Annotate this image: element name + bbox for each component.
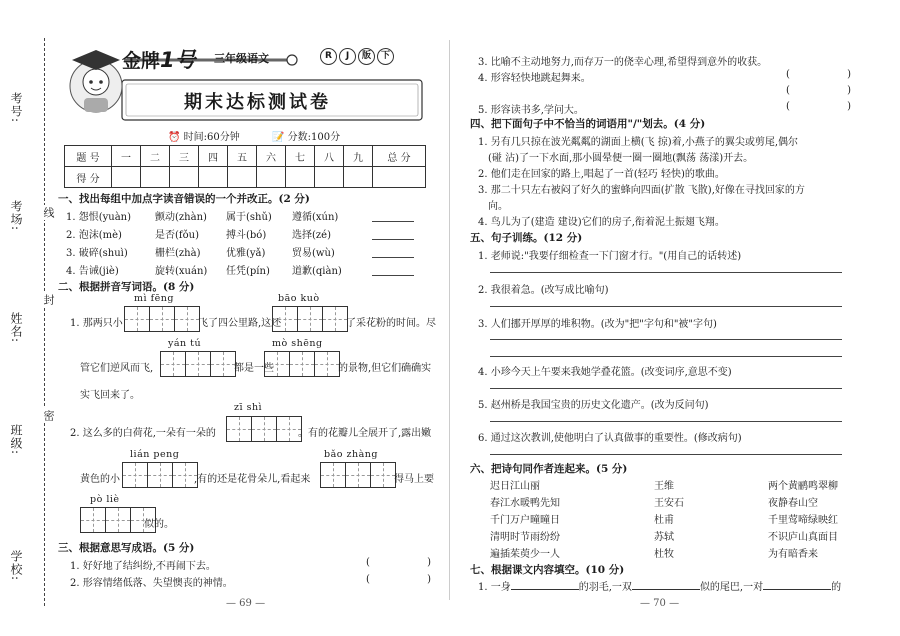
edition-badge: J — [339, 48, 356, 65]
poem-line[interactable]: 遍插茱萸少一人 — [490, 549, 560, 560]
s5-answer-line[interactable] — [490, 421, 842, 422]
exam-room-label: 考场: — [9, 200, 23, 232]
s4-line: 4. 鸟儿为了(建造 建设)它们的房子,衔着泥土振翅飞翔。 — [478, 217, 725, 228]
writing-grid-yantu[interactable] — [160, 351, 236, 377]
s5-answer-line[interactable] — [490, 356, 842, 357]
s2-text: 似的。 — [144, 519, 174, 530]
s1-item: 选择(zé) — [292, 230, 331, 241]
poet-name[interactable]: 王维 — [654, 481, 674, 492]
poem-line[interactable]: 迟日江山丽 — [490, 481, 540, 492]
answer-parens[interactable]: ( ) — [366, 557, 432, 568]
section-4-title: 四、把下面句子中不恰当的词语用"/"划去。(4 分) — [470, 118, 706, 130]
s5-item: 3. 人们挪开厚厚的堆积物。(改为"把"字句和"被"字句) — [478, 319, 717, 330]
fill-blank[interactable] — [632, 589, 700, 590]
score-table — [64, 145, 426, 188]
s7-text: 似的尾巴,一对 — [699, 582, 764, 593]
answer-parens[interactable]: ( ) — [786, 69, 852, 80]
pinyin-mifeng: mì fēng — [134, 293, 174, 304]
poem-line[interactable]: 夜静春山空 — [768, 498, 818, 509]
writing-grid-moshang[interactable] — [264, 351, 340, 377]
score-input-cell[interactable] — [141, 167, 170, 188]
score-input-cell[interactable] — [199, 167, 228, 188]
s1-item: 遵循(xún) — [292, 212, 339, 223]
score-input-cell[interactable] — [228, 167, 257, 188]
score-input-cell[interactable] — [170, 167, 199, 188]
poem-line[interactable]: 千里莺啼绿映红 — [768, 515, 838, 526]
time-info — [168, 128, 240, 143]
edition-badge: R — [320, 48, 337, 65]
s4-line: 向。 — [488, 201, 508, 212]
exam-title: 期末达标测试卷 — [184, 92, 331, 113]
s5-answer-line[interactable] — [490, 272, 842, 273]
s2-text: 的景物,但它们确确实 — [338, 363, 432, 374]
s2-text: 。有的花瓣儿全展开了,露出嫩 — [298, 428, 432, 439]
class-label: 班级: — [9, 424, 23, 456]
s1-answer-line[interactable] — [372, 275, 414, 276]
s7-text: 1. 一身 — [478, 582, 511, 593]
score-header-cell: 一 — [112, 146, 141, 167]
s1-item: 是否(fǒu) — [155, 230, 199, 241]
poet-name[interactable]: 苏轼 — [654, 532, 674, 543]
poem-line[interactable]: 为有暗香来 — [768, 549, 818, 560]
s5-answer-line[interactable] — [490, 454, 842, 455]
writing-grid-baozhang[interactable] — [320, 462, 396, 488]
poet-name[interactable]: 杜甫 — [654, 515, 674, 526]
score-header-cell: 六 — [257, 146, 286, 167]
s2-text: 2. 这么多的白荷花,一朵有一朵的 — [70, 428, 216, 439]
section-5-title: 五、句子训练。(12 分) — [470, 232, 583, 244]
s2-text: 管它们逆风而飞, — [80, 363, 154, 374]
school-label: 学校: — [9, 550, 23, 582]
s7-text: 的羽毛,一双 — [578, 582, 632, 593]
score-table-score-row — [65, 167, 426, 188]
score-input-cell[interactable] — [286, 167, 315, 188]
section-2-title: 二、根据拼音写词语。(8 分) — [58, 281, 195, 293]
s2-text: 1. 那两只小 — [70, 318, 123, 329]
score-header-cell: 三 — [170, 146, 199, 167]
writing-grid-lianpeng[interactable] — [122, 462, 198, 488]
s1-item: 旋转(xuán) — [155, 266, 208, 277]
page-number-right: — 70 — — [640, 598, 680, 609]
page-divider — [449, 40, 450, 600]
answer-parens[interactable]: ( ) — [366, 574, 432, 585]
s5-answer-line[interactable] — [490, 339, 842, 340]
score-input-cell[interactable] — [373, 167, 426, 188]
score-header-cell: 八 — [315, 146, 344, 167]
s5-item: 5. 赵州桥是我国宝贵的历史文化遗产。(改为反问句) — [478, 400, 709, 411]
s5-item: 6. 通过这次教训,使他明白了认真做事的重要性。(修改病句) — [478, 433, 742, 444]
page-number-left: — 69 — — [226, 598, 266, 609]
s2-text: 实飞回来了。 — [80, 390, 140, 401]
s1-item: 任凭(pín) — [226, 266, 270, 277]
binding-strip — [0, 0, 58, 636]
memo-icon: 📝 — [272, 132, 285, 143]
time-label: 时间:60分钟 — [183, 132, 240, 143]
s1-item: 道歉(qiàn) — [292, 266, 342, 277]
pinyin-moshang: mò shēng — [272, 338, 323, 349]
seal-line-char: 线 — [42, 207, 55, 218]
brand-title: 金牌1号 — [122, 48, 196, 72]
s2-text: 得马上要 — [394, 474, 434, 485]
writing-grid-mifeng[interactable] — [124, 306, 200, 332]
seal-mi-char: 密 — [42, 410, 55, 421]
score-input-cell[interactable] — [344, 167, 373, 188]
s2-text: 都是一些 — [234, 363, 274, 374]
mascot-girl-icon — [70, 50, 122, 112]
s1-item: 栅栏(zhà) — [155, 248, 201, 259]
s7-text: 的 — [831, 582, 842, 593]
seal-feng-char: 封 — [42, 294, 55, 305]
score-header-cell: 九 — [344, 146, 373, 167]
s5-answer-line[interactable] — [490, 306, 842, 307]
answer-parens[interactable]: ( ) — [786, 101, 852, 112]
writing-grid-zishi[interactable] — [226, 416, 302, 442]
s1-answer-line[interactable] — [372, 221, 414, 222]
score-header-cell: 二 — [141, 146, 170, 167]
s2-text: ,有的还是花骨朵儿,看起来 — [194, 474, 311, 485]
s4-line: 3. 那二十只左右被闷了好久的蜜蜂向四面(扩散 飞散),好像在寻找回家的方 — [478, 185, 805, 196]
s4-line: (碰 沾)了一下水面,那小圆晕便一圈一圈地(飘荡 荡漾)开去。 — [488, 153, 754, 164]
s4-line: 2. 他们走在回家的路上,唱起了一首(轻巧 轻快)的歌曲。 — [478, 169, 725, 180]
s1-item: 4. 告诫(jiè) — [66, 266, 119, 277]
poem-line[interactable]: 千门万户曈曈日 — [490, 515, 560, 526]
s1-item: 优雅(yǎ) — [226, 248, 266, 259]
header-banner — [64, 38, 426, 124]
s5-item: 4. 小珍今天上午要来我她学叠花篮。(改变词序,意思不变) — [478, 367, 732, 378]
s1-item: 颤动(zhàn) — [155, 212, 207, 223]
s5-answer-line[interactable] — [490, 388, 842, 389]
score-header-cell: 题 号 — [65, 146, 112, 167]
s5-item: 1. 老师说:"我要仔细检查一下门窗才行。"(用自己的话转述) — [478, 251, 742, 262]
grade-label: 三年级语文 — [214, 52, 269, 65]
poet-name[interactable]: 杜牧 — [654, 549, 674, 560]
poem-line[interactable]: 清明时节雨纷纷 — [490, 532, 560, 543]
section-7-title: 七、根据课文内容填空。(10 分) — [470, 564, 625, 576]
s1-answer-line[interactable] — [372, 257, 414, 258]
name-label: 姓名: — [9, 312, 23, 344]
s1-item: 属于(shǔ) — [226, 212, 272, 223]
score-table-header-row — [65, 146, 426, 167]
section-3-title: 三、根据意思写成语。(5 分) — [58, 542, 195, 554]
s2-text: 飞了四公里路,这还 — [198, 318, 282, 329]
s3-item: 5. 形容读书多,学问大。 — [478, 105, 584, 116]
poem-line[interactable]: 春江水暖鸭先知 — [490, 498, 560, 509]
score-input-cell[interactable] — [257, 167, 286, 188]
s1-item: 1. 怨恨(yuàn) — [66, 212, 132, 223]
exam-no-label: 考号: — [9, 92, 23, 124]
seal-dashed-line — [44, 38, 45, 606]
s5-item: 2. 我很着急。(改写成比喻句) — [478, 285, 609, 296]
section-6-title: 六、把诗句同作者连起来。(5 分) — [470, 463, 628, 475]
s2-text: 黄色的小 — [80, 474, 120, 485]
pinyin-baozhang: bǎo zhàng — [324, 449, 378, 460]
s3-item: 1. 好好地了结纠纷,不再闹下去。 — [70, 561, 216, 572]
s1-item: 2. 泡沫(mè) — [66, 230, 122, 241]
score-header-cell: 五 — [228, 146, 257, 167]
s3-item: 3. 比喻不主动地努力,而存万一的侥幸心理,希望得到意外的收获。 — [478, 57, 768, 68]
score-input-cell[interactable] — [315, 167, 344, 188]
score-total-label: 分数:100分 — [287, 132, 341, 143]
score-row-label: 得 分 — [65, 167, 112, 188]
edition-badges — [320, 48, 394, 65]
section-1-title: 一、找出每组中加点字读音错误的一个并改正。(2 分) — [58, 193, 310, 205]
s1-answer-line[interactable] — [372, 239, 414, 240]
pinyin-lianpeng: lián peng — [130, 449, 180, 460]
poem-line[interactable]: 两个黄鹂鸣翠柳 — [768, 481, 838, 492]
s3-item: 4. 形容轻快地跳起舞来。 — [478, 73, 591, 84]
s4-line: 1. 另有几只掠在波光粼粼的湖面上横(飞 掠)着,小燕子的翼尖或剪尾,偶尔 — [478, 137, 799, 148]
pinyin-yantu: yán tú — [168, 338, 202, 349]
pinyin-polie: pò liè — [90, 494, 120, 505]
s1-item: 贸易(wù) — [292, 248, 335, 259]
clock-icon: ⏰ — [168, 132, 181, 143]
score-info — [272, 128, 340, 143]
score-input-cell[interactable] — [112, 167, 141, 188]
s1-item: 3. 破碎(shuì) — [66, 248, 128, 259]
fill-blank[interactable] — [763, 589, 831, 590]
pinyin-baokuo: bāo kuò — [278, 293, 320, 304]
score-header-cell: 四 — [199, 146, 228, 167]
fill-blank[interactable] — [511, 589, 579, 590]
answer-parens[interactable]: ( ) — [786, 85, 852, 96]
poet-name[interactable]: 王安石 — [654, 498, 684, 509]
score-header-cell: 七 — [286, 146, 315, 167]
edition-badge: 下 — [377, 48, 394, 65]
pinyin-zishi: zī shì — [234, 402, 263, 413]
score-header-cell: 总 分 — [373, 146, 426, 167]
s2-text: 了采花粉的时间。尽 — [346, 318, 436, 329]
s3-item: 2. 形容情绪低落、失望懊丧的神情。 — [70, 578, 233, 589]
edition-badge: 版 — [358, 48, 375, 65]
s7-line — [478, 578, 841, 593]
s1-item: 搏斗(bó) — [226, 230, 267, 241]
writing-grid-baokuo[interactable] — [272, 306, 348, 332]
poem-line[interactable]: 不识庐山真面目 — [768, 532, 838, 543]
